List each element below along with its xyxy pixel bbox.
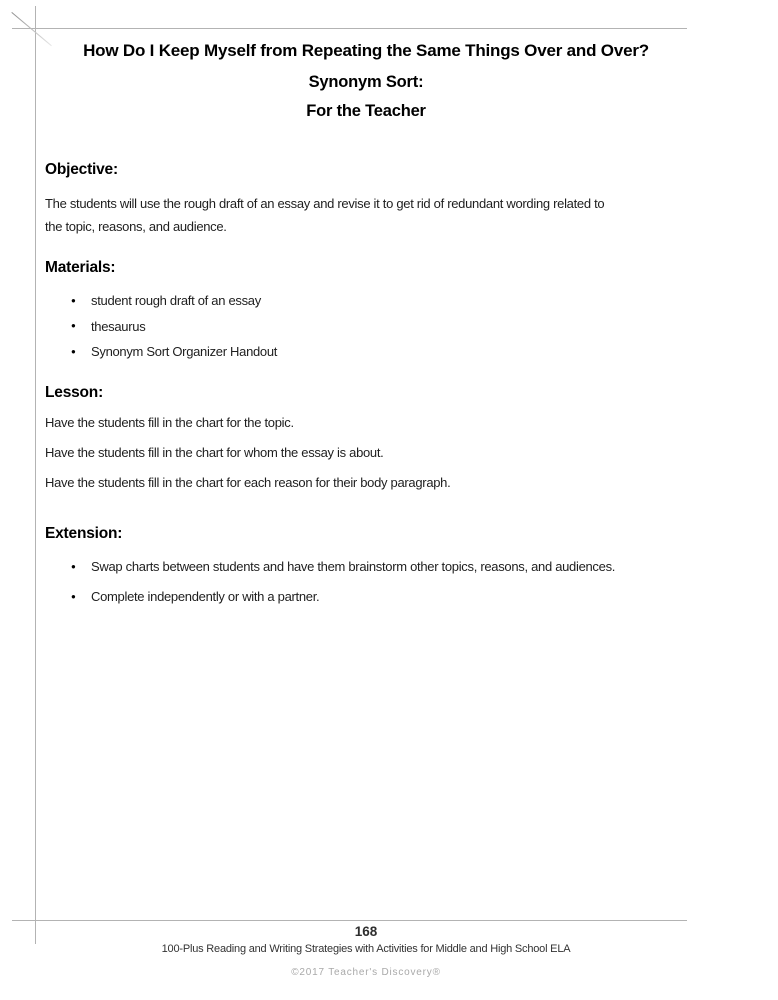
- list-item: [45, 314, 735, 340]
- title-block: [35, 41, 697, 121]
- materials-list: [45, 288, 735, 365]
- extension-list: [45, 552, 735, 612]
- copyright-notice: ©2017 Teacher's Discovery®: [291, 967, 441, 978]
- list-item: [45, 288, 735, 314]
- bullet-icon: ●: [71, 295, 76, 305]
- list-item: [45, 552, 735, 582]
- lesson-step: Have the students fill in the chart for the topic.: [45, 415, 294, 430]
- objective-line: the topic, reasons, and audience.: [45, 219, 227, 234]
- page-title: How Do I Keep Myself from Repeating the Same Things Over and Over?: [83, 41, 649, 60]
- page-subtitle: Synonym Sort:: [308, 73, 424, 91]
- objective-paragraph: [45, 192, 735, 238]
- objective-line: The students will use the rough draft of an essay and revise it to get rid of redundant wording related to: [45, 196, 605, 211]
- objective-heading: Objective:: [45, 161, 118, 178]
- list-item-label: Synonym Sort Organizer Handout: [91, 344, 278, 359]
- bullet-icon: ●: [71, 321, 76, 331]
- extension-heading: Extension:: [45, 525, 123, 542]
- list-item-label: student rough draft of an essay: [91, 293, 261, 308]
- bullet-icon: ●: [71, 591, 76, 601]
- list-item-label: thesaurus: [91, 318, 146, 334]
- list-item: [45, 582, 735, 612]
- bullet-icon: ●: [71, 561, 76, 571]
- lesson-step: Have the students fill in the chart for whom the essay is about.: [45, 445, 384, 460]
- list-item: [45, 339, 735, 365]
- materials-heading: Materials:: [45, 259, 116, 276]
- list-item-label: Complete independently or with a partner.: [91, 589, 320, 604]
- bottom-margin-rule: [12, 920, 687, 921]
- page-audience: For the Teacher: [306, 102, 426, 120]
- left-margin-rule: [35, 6, 36, 944]
- lesson-step: Have the students fill in the chart for each reason for their body paragraph.: [45, 475, 451, 490]
- page-number: 168: [354, 924, 378, 939]
- bullet-icon: ●: [71, 346, 76, 356]
- top-margin-rule: [12, 28, 687, 29]
- list-item-label: Swap charts between students and have them brainstorm other topics, reasons, and audiences.: [91, 559, 616, 574]
- book-title: 100-Plus Reading and Writing Strategies with Activities for Middle and High School ELA: [161, 943, 571, 955]
- lesson-steps: [45, 412, 735, 502]
- lesson-heading: Lesson:: [45, 384, 104, 401]
